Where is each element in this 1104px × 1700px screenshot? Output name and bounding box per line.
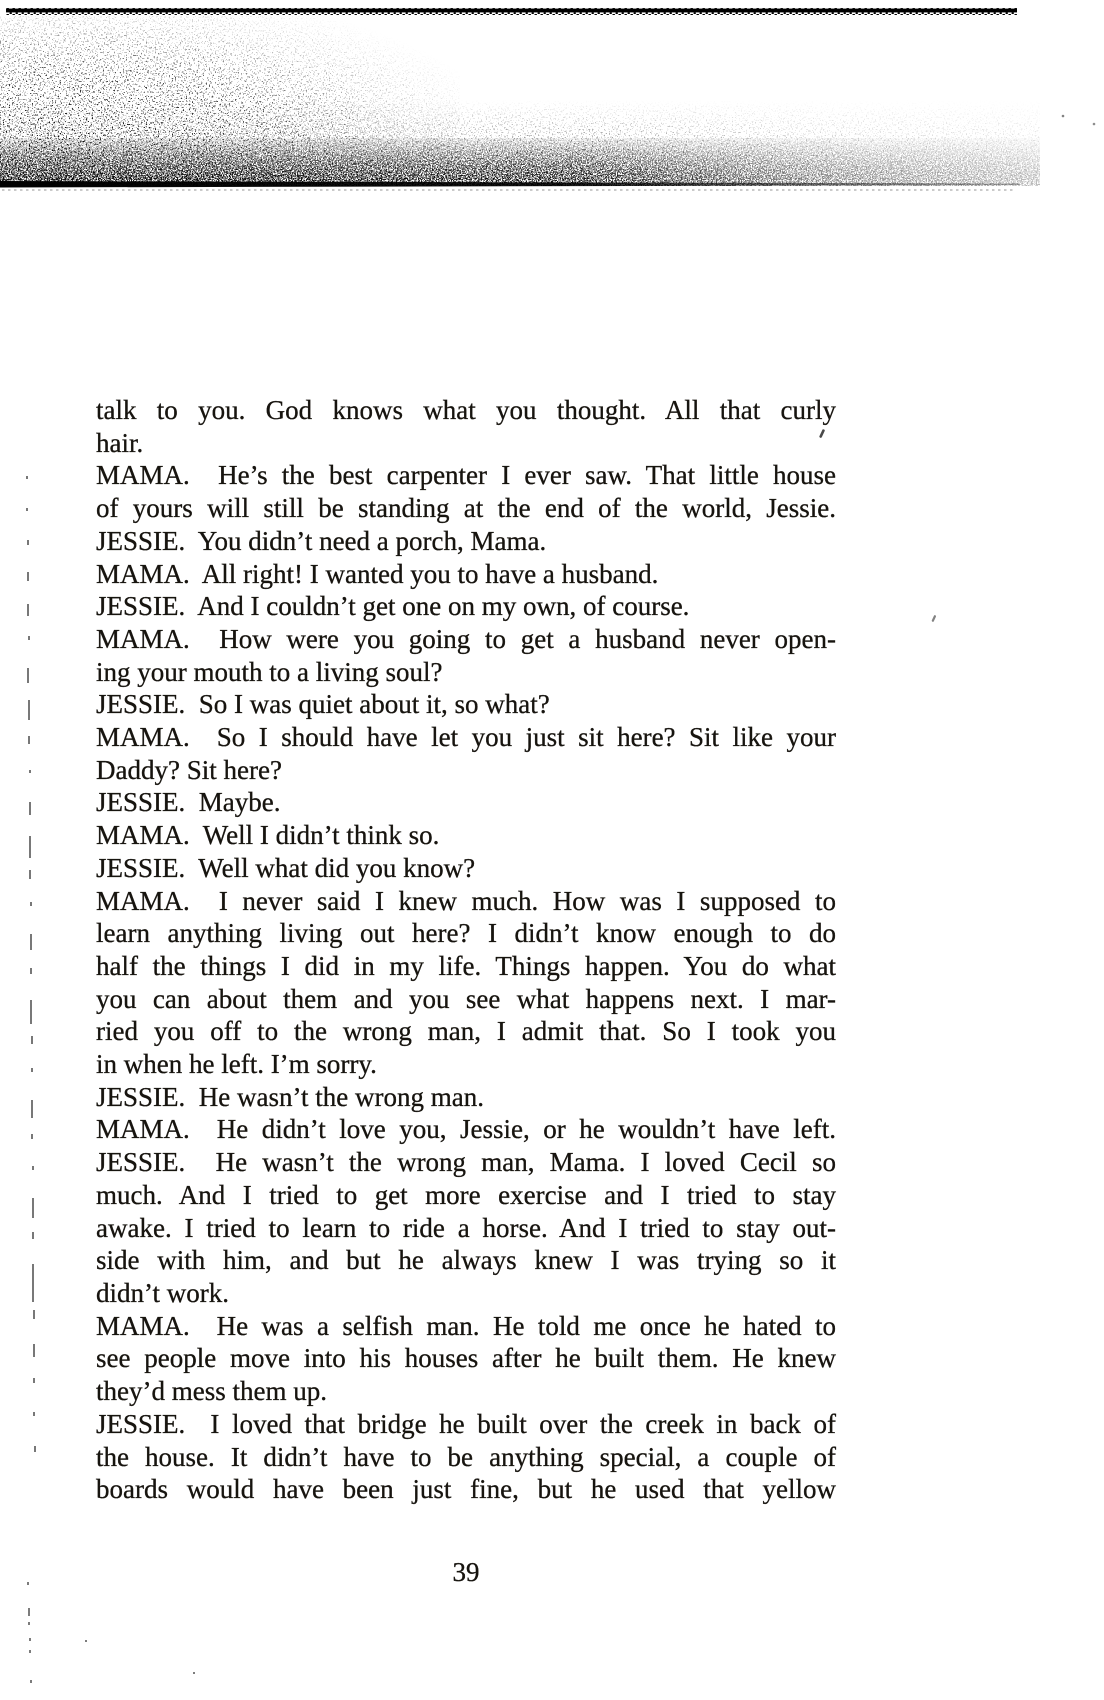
dialogue-line: awake. I tried to learn to ride a horse. And I tried to stay out- [96,1212,836,1243]
dialogue-line: ried you off to the wrong man, I admit that. So I took you [96,1016,836,1047]
dialogue-line: learn anything living out here? I didn’t know enough to do [96,918,836,949]
dialogue-line: MAMA. How were you going to get a husband never open- [96,623,836,654]
dialogue-line: MAMA. All right! I wanted you to have a husband. [96,558,659,589]
ink-specks [819,115,1095,622]
dialogue-line: the house. It didn’t have to be anything special, a couple of [96,1441,836,1472]
dialogue-line: JESSIE. Maybe. [96,787,281,818]
dialogue-line: talk to you. God knows what you thought. All that curly [96,395,836,425]
dialogue-line: you can about them and you see what happens next. I mar- [96,983,836,1014]
dialogue-line: ing your mouth to a living soul? [96,656,443,687]
dialogue-line: see people move into his houses after he built them. He knew [96,1343,836,1374]
dialogue-line: much. And I tried to get more exercise and I tried to stay [96,1179,836,1210]
scan-noise-band [0,16,1040,186]
play-text [96,394,836,1506]
scan-edge-bar [6,8,1017,15]
margin-bleed-ticks [26,476,36,1452]
dialogue-line: MAMA. I never said I knew much. How was I supposed to [96,885,836,916]
scan-shadow-line [0,181,1020,188]
dialogue-line: JESSIE. And I couldn’t get one on my own, of course. [96,591,690,622]
dialogue-line: half the things I did in my life. Things happen. You do what [96,950,836,981]
dialogue-line: MAMA. He’s the best carpenter I ever saw. That little house [96,460,836,491]
dialogue-line: MAMA. He was a selfish man. He told me once he hated to [96,1310,836,1341]
dialogue-line: JESSIE. Well what did you know? [96,852,476,883]
bottom-margin-specks [27,1582,195,1683]
dialogue-line: JESSIE. So I was quiet about it, so what? [96,689,550,720]
dialogue-line: JESSIE. You didn’t need a porch, Mama. [96,525,547,556]
dialogue-line: MAMA. So I should have let you just sit here? Sit like your [96,722,836,753]
dialogue-line: hair. [96,427,144,458]
dialogue-line: JESSIE. He wasn’t the wrong man. [96,1081,484,1112]
dialogue-line: JESSIE. I loved that bridge he built over the creek in back of [96,1408,836,1439]
dialogue-line: Daddy? Sit here? [96,754,282,785]
dialogue-line: they’d mess them up. [96,1376,327,1407]
dialogue-line: didn’t work. [96,1277,229,1308]
dialogue-line: MAMA. Well I didn’t think so. [96,820,440,851]
dialogue-line: side with him, and but he always knew I was trying so it [96,1245,836,1276]
page-number: 39 [452,1557,480,1587]
dialogue-line: MAMA. He didn’t love you, Jessie, or he wouldn’t have left. [96,1114,836,1145]
dialogue-line: JESSIE. He wasn’t the wrong man, Mama. I loved Cecil so [96,1147,836,1178]
dialogue-line: in when he left. I’m sorry. [96,1049,377,1080]
dialogue-line: boards would have been just fine, but he used that yellow [96,1474,836,1505]
dialogue-line: of yours will still be standing at the end of the world, Jessie. [96,493,836,524]
